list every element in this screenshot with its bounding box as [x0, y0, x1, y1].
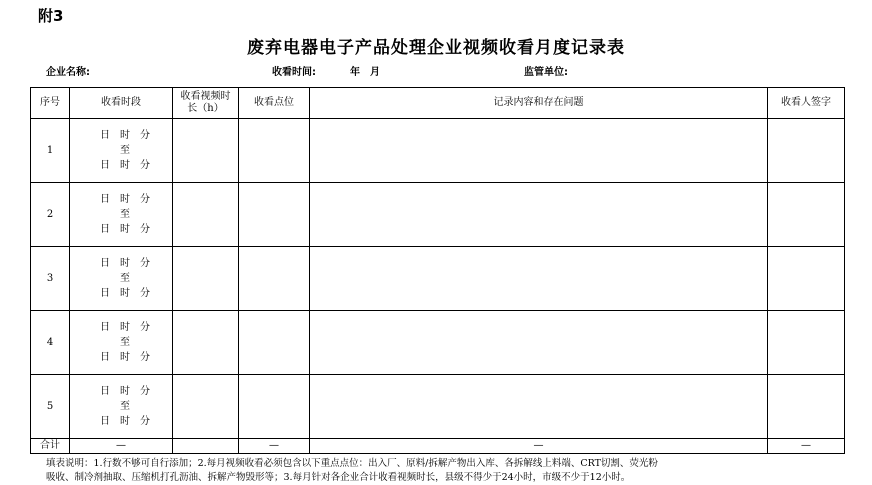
table-row [31, 247, 845, 311]
period-start: 日 时 分 [100, 386, 150, 397]
row-seq: 2 [31, 183, 70, 247]
period-to: 至 [120, 209, 130, 220]
period-start: 日 时 分 [100, 130, 150, 141]
header-record: 记录内容和存在问题 [310, 88, 768, 119]
company-name-label: 企业名称: [46, 67, 90, 78]
period-start: 日 时 分 [100, 322, 150, 333]
row-point-cell[interactable] [239, 183, 310, 247]
row-signature-cell[interactable] [768, 119, 845, 183]
attachment-label: 附3 [38, 7, 64, 25]
row-point-cell[interactable] [239, 247, 310, 311]
row-period [70, 375, 173, 439]
period-to: 至 [120, 337, 130, 348]
row-period [70, 119, 173, 183]
period-start: 日 时 分 [100, 258, 150, 269]
header-point: 收看点位 [239, 88, 310, 119]
header-period: 收看时段 [70, 88, 173, 119]
table-row [31, 119, 845, 183]
period-to: 至 [120, 273, 130, 284]
table-row [31, 183, 845, 247]
row-period [70, 311, 173, 375]
total-duration-cell[interactable] [173, 439, 239, 454]
period-end: 日 时 分 [100, 352, 150, 363]
period-end: 日 时 分 [100, 224, 150, 235]
total-point: — [239, 439, 310, 454]
row-record-cell[interactable] [310, 119, 768, 183]
row-record-cell[interactable] [310, 183, 768, 247]
period-to: 至 [120, 145, 130, 156]
total-row [31, 439, 845, 454]
row-point-cell[interactable] [239, 375, 310, 439]
row-duration-cell[interactable] [173, 247, 239, 311]
total-label: 合计 [31, 439, 70, 454]
header-seq: 序号 [31, 88, 70, 119]
row-duration-cell[interactable] [173, 311, 239, 375]
period-to: 至 [120, 401, 130, 412]
row-signature-cell[interactable] [768, 375, 845, 439]
row-record-cell[interactable] [310, 247, 768, 311]
header-duration: 收看视频时长（h） [173, 88, 239, 119]
fill-instructions [46, 457, 846, 485]
form-title: 废弃电器电子产品处理企业视频收看月度记录表 [247, 38, 625, 58]
row-record-cell[interactable] [310, 375, 768, 439]
row-record-cell[interactable] [310, 311, 768, 375]
row-signature-cell[interactable] [768, 247, 845, 311]
table-header-row [31, 88, 845, 119]
supervisor-label: 监管单位: [524, 67, 568, 78]
row-point-cell[interactable] [239, 311, 310, 375]
period-end: 日 时 分 [100, 288, 150, 299]
record-table [30, 87, 845, 454]
total-period: — [70, 439, 173, 454]
instruction-line-2: 吸收、制冷剂抽取、压缩机打孔沥油、拆解产物毁形等；3.每月针对各企业合计收看视频时长，县级不得少于24小时，市级不少于12小时。 [46, 472, 631, 483]
header-signature: 收看人签字 [768, 88, 845, 119]
row-period [70, 247, 173, 311]
period-end: 日 时 分 [100, 416, 150, 427]
row-period [70, 183, 173, 247]
row-seq: 3 [31, 247, 70, 311]
row-duration-cell[interactable] [173, 119, 239, 183]
period-start: 日 时 分 [100, 194, 150, 205]
row-seq: 1 [31, 119, 70, 183]
row-signature-cell[interactable] [768, 311, 845, 375]
total-signature: — [768, 439, 845, 454]
viewing-time-label: 收看时间: [272, 67, 316, 78]
table-row [31, 375, 845, 439]
row-seq: 5 [31, 375, 70, 439]
instruction-line-1: 填表说明：1.行数不够可自行添加；2.每月视频收看必须包含以下重点点位：出入厂、原料/拆解产物出入库、各拆解线上料端、CRT切割、荧光粉 [46, 458, 658, 469]
period-end: 日 时 分 [100, 160, 150, 171]
row-duration-cell[interactable] [173, 375, 239, 439]
row-signature-cell[interactable] [768, 183, 845, 247]
table-row [31, 311, 845, 375]
row-duration-cell[interactable] [173, 183, 239, 247]
viewing-time-value: 年 月 [350, 67, 380, 78]
total-record: — [310, 439, 768, 454]
row-point-cell[interactable] [239, 119, 310, 183]
row-seq: 4 [31, 311, 70, 375]
